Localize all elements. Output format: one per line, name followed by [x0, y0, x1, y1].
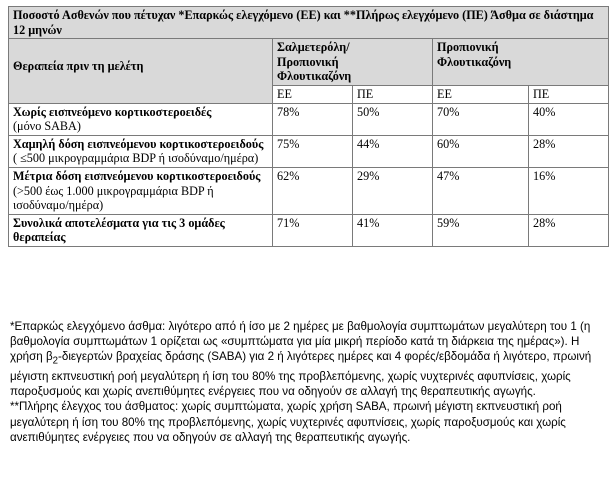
- cell-value: 78%: [273, 103, 353, 135]
- cell-value: 44%: [353, 135, 433, 167]
- sub-header-pe: ΠΕ: [353, 85, 433, 103]
- cell-value: 75%: [273, 135, 353, 167]
- row-label-normal: (>500 έως 1.000 μικρογραμμάρια BDP ή ισοδύναμο/ημέρα): [13, 183, 214, 213]
- cell-value: 60%: [433, 135, 529, 167]
- cell-value: 47%: [433, 167, 529, 214]
- group-header-line: Προπιονική: [437, 40, 499, 55]
- cell-value: 62%: [273, 167, 353, 214]
- cell-value: 59%: [433, 214, 529, 246]
- group-header-line: Φλουτικαζόνη: [437, 54, 512, 69]
- sub-header-ee: ΕΕ: [273, 85, 353, 103]
- results-table: [8, 6, 609, 247]
- cell-value: 71%: [273, 214, 353, 246]
- sub-header-pe: ΠΕ: [529, 85, 609, 103]
- cell-value: 40%: [529, 103, 609, 135]
- cell-value: 28%: [529, 135, 609, 167]
- cell-value: 50%: [353, 103, 433, 135]
- row-header: [9, 39, 273, 103]
- table-row: [9, 135, 609, 167]
- cell-value: 16%: [529, 167, 609, 214]
- row-label: [9, 135, 273, 167]
- row-label-normal: (μόνο SABA): [13, 119, 81, 134]
- row-label-bold: Χωρίς εισπνεόμενο κορτικοστεροειδές: [13, 104, 212, 119]
- cell-value: 29%: [353, 167, 433, 214]
- row-label-bold: Χαμηλή δόση εισπνεόμενου κορτικοστεροειδούς: [13, 136, 264, 151]
- group-header-line: Προπιονική: [277, 54, 339, 69]
- group-header-line: Φλουτικαζόνη: [277, 69, 352, 84]
- footnote-pe: **Πλήρης έλεγχος του άσθματος: χωρίς συμπτώματα, χωρίς χρήση SABA, πρωινή μέγιστη εκπνευστική ροή μεγαλύτερη ή ίση του 80% της προβλεπόμενης, χωρίς νυχτερινές αφυπνίσεις, χωρίς παροξυσμούς και χωρίς ανεπιθύμητες ενέργειες που να οδηγούν σε αλλαγή της θεραπευτικής αγωγής.: [10, 400, 566, 444]
- footnote-ee-text-cont: -διεγερτών βραχείας δράσης (SABA) για 2 ή λιγότερες ημέρες και 4 φορές/εβδομάδα ή λιγότερο, πρωινή μέγιστη εκπνευστική ροή μεγαλύτερη ή ίση του 80% της προβλεπόμενης, χωρίς νυχτερινές αφυπνίσεις, χωρίς παροξυσμούς και χωρίς ανεπιθύμητες ενέργειες που να οδηγούν σε αλλαγή της θεραπευτικής αγωγής.: [10, 350, 592, 399]
- row-label: [9, 214, 273, 246]
- table-title: Ποσοστό Ασθενών που πέτυχαν *Επαρκώς ελεγχόμενο (ΕΕ) και **Πλήρως ελεγχόμενο (ΠΕ) Άσθμα σε διάστημα 12 μηνών: [9, 7, 609, 39]
- row-label-bold: Μέτρια δόση εισπνεόμενου κορτικοστεροειδούς: [13, 168, 261, 183]
- cell-value: 28%: [529, 214, 609, 246]
- row-header-label: Θεραπεία πριν τη μελέτη: [13, 59, 144, 74]
- footnote-ee-text: *Επαρκώς ελεγχόμενο άσθμα: λιγότερο από ή ίσο με 2 ημέρες με βαθμολογία συμπτωμάτων μεγαλύτερη του 1 (η βαθμολογία συμπτωμάτων 1 ορίζεται ως «συμπτώματα για μία μικρή περίοδο κατά τη διάρκεια της ημέρας»). Η χρήση β: [10, 320, 591, 364]
- footnote-ee-subscript: 2: [52, 355, 58, 367]
- footnote-ee: [10, 319, 610, 399]
- group-header-fluticasone: [433, 39, 609, 86]
- sub-header-ee: ΕΕ: [433, 85, 529, 103]
- row-label-normal: ( ≤500 μικρογραμμάρια BDP ή ισοδύναμο/ημέρα): [13, 151, 259, 166]
- cell-value: 41%: [353, 214, 433, 246]
- group-header-salmeterol: [273, 39, 433, 86]
- footnotes: [10, 319, 610, 445]
- group-header-line: Σαλμετερόλη/: [277, 40, 350, 55]
- row-label: [9, 167, 273, 214]
- row-label-bold: Συνολικά αποτελέσματα για τις 3 ομάδες θεραπείας: [13, 215, 225, 245]
- table-row: [9, 167, 609, 214]
- row-label: [9, 103, 273, 135]
- cell-value: 70%: [433, 103, 529, 135]
- table-row: [9, 214, 609, 246]
- table-title-row: [9, 7, 609, 39]
- group-header-row: [9, 39, 609, 86]
- table-row: [9, 103, 609, 135]
